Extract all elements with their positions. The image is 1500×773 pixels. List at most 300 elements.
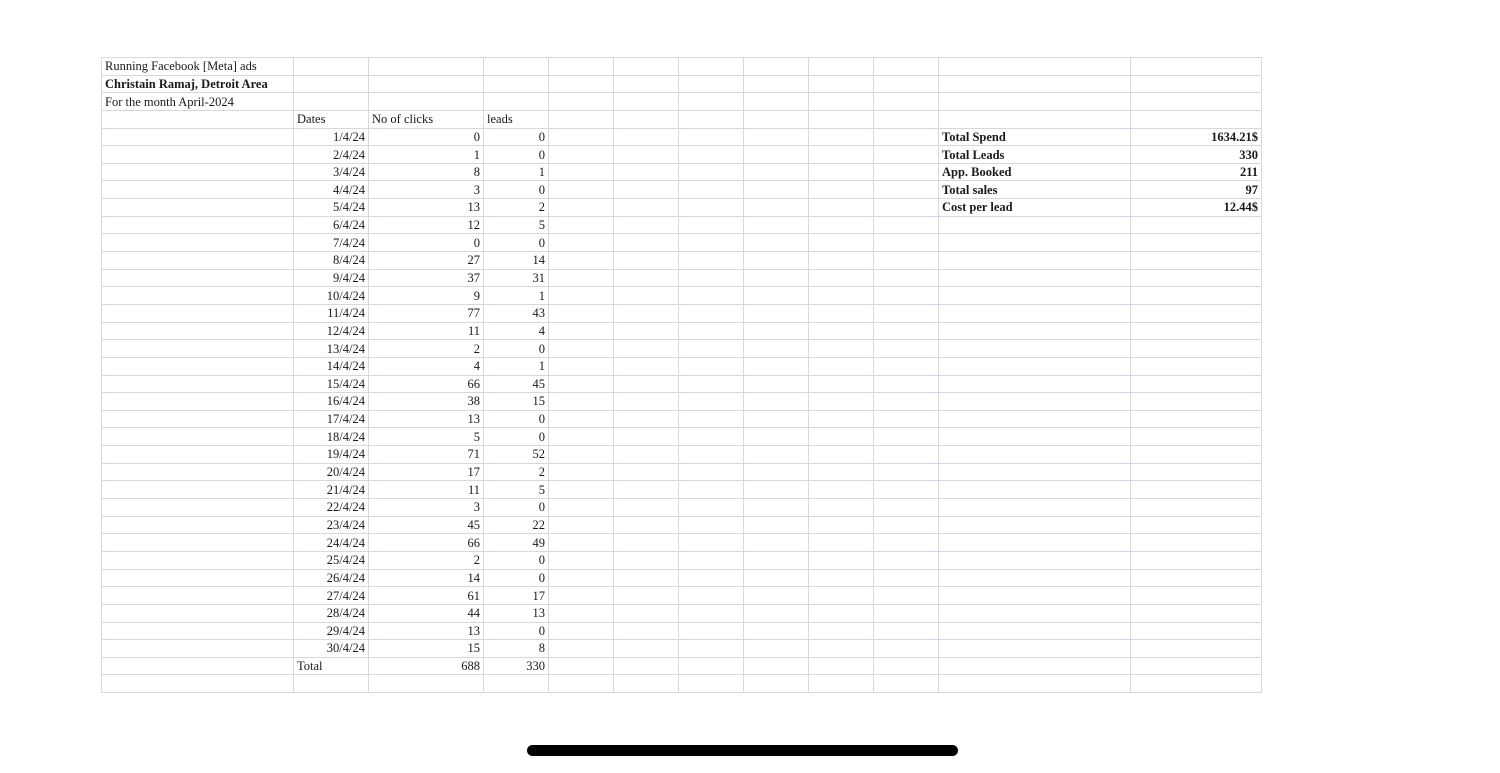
- empty-cell[interactable]: [549, 287, 614, 305]
- empty-cell[interactable]: [614, 216, 679, 234]
- empty-cell[interactable]: [744, 199, 809, 217]
- empty-cell[interactable]: [102, 534, 294, 552]
- summary-label[interactable]: Total Leads: [939, 146, 1131, 164]
- empty-cell[interactable]: [102, 163, 294, 181]
- empty-cell[interactable]: [1131, 393, 1262, 411]
- empty-cell[interactable]: [102, 622, 294, 640]
- empty-cell[interactable]: [614, 287, 679, 305]
- empty-cell[interactable]: [1131, 640, 1262, 658]
- leads-cell[interactable]: 0: [484, 551, 549, 569]
- empty-cell[interactable]: [744, 340, 809, 358]
- clicks-cell[interactable]: 66: [369, 375, 484, 393]
- date-cell[interactable]: 18/4/24: [294, 428, 369, 446]
- empty-cell[interactable]: [614, 604, 679, 622]
- empty-cell[interactable]: [874, 604, 939, 622]
- empty-cell[interactable]: [1131, 375, 1262, 393]
- date-cell[interactable]: 9/4/24: [294, 269, 369, 287]
- empty-cell[interactable]: [874, 622, 939, 640]
- empty-cell[interactable]: [939, 657, 1131, 675]
- empty-cell[interactable]: [939, 410, 1131, 428]
- clicks-cell[interactable]: 77: [369, 304, 484, 322]
- leads-cell[interactable]: 1: [484, 287, 549, 305]
- empty-cell[interactable]: [809, 481, 874, 499]
- empty-cell[interactable]: [744, 463, 809, 481]
- empty-cell[interactable]: [484, 675, 549, 693]
- leads-cell[interactable]: 52: [484, 446, 549, 464]
- empty-cell[interactable]: [369, 58, 484, 76]
- summary-label[interactable]: App. Booked: [939, 163, 1131, 181]
- leads-cell[interactable]: 0: [484, 340, 549, 358]
- empty-cell[interactable]: [549, 128, 614, 146]
- empty-cell[interactable]: [369, 75, 484, 93]
- date-cell[interactable]: 16/4/24: [294, 393, 369, 411]
- empty-cell[interactable]: [939, 393, 1131, 411]
- clicks-cell[interactable]: 14: [369, 569, 484, 587]
- empty-cell[interactable]: [874, 340, 939, 358]
- empty-cell[interactable]: [1131, 216, 1262, 234]
- empty-cell[interactable]: [874, 234, 939, 252]
- date-cell[interactable]: 23/4/24: [294, 516, 369, 534]
- sheet-header-1[interactable]: Running Facebook [Meta] ads: [102, 58, 294, 76]
- empty-cell[interactable]: [1131, 287, 1262, 305]
- empty-cell[interactable]: [809, 269, 874, 287]
- summary-label[interactable]: Total Spend: [939, 128, 1131, 146]
- clicks-cell[interactable]: 3: [369, 499, 484, 517]
- empty-cell[interactable]: [874, 252, 939, 270]
- total-label[interactable]: Total: [294, 657, 369, 675]
- empty-cell[interactable]: [1131, 340, 1262, 358]
- empty-cell[interactable]: [874, 463, 939, 481]
- empty-cell[interactable]: [744, 675, 809, 693]
- empty-cell[interactable]: [549, 463, 614, 481]
- date-cell[interactable]: 29/4/24: [294, 622, 369, 640]
- leads-cell[interactable]: 49: [484, 534, 549, 552]
- empty-cell[interactable]: [744, 446, 809, 464]
- empty-cell[interactable]: [744, 93, 809, 111]
- empty-cell[interactable]: [294, 75, 369, 93]
- leads-cell[interactable]: 8: [484, 640, 549, 658]
- empty-cell[interactable]: [809, 393, 874, 411]
- empty-cell[interactable]: [549, 269, 614, 287]
- empty-cell[interactable]: [679, 146, 744, 164]
- leads-cell[interactable]: 0: [484, 128, 549, 146]
- empty-cell[interactable]: [939, 499, 1131, 517]
- empty-cell[interactable]: [809, 428, 874, 446]
- empty-cell[interactable]: [679, 287, 744, 305]
- empty-cell[interactable]: [614, 675, 679, 693]
- empty-cell[interactable]: [939, 340, 1131, 358]
- empty-cell[interactable]: [614, 128, 679, 146]
- empty-cell[interactable]: [809, 75, 874, 93]
- empty-cell[interactable]: [1131, 75, 1262, 93]
- date-cell[interactable]: 8/4/24: [294, 252, 369, 270]
- empty-cell[interactable]: [679, 410, 744, 428]
- empty-cell[interactable]: [102, 569, 294, 587]
- empty-cell[interactable]: [102, 446, 294, 464]
- empty-cell[interactable]: [679, 93, 744, 111]
- empty-cell[interactable]: [679, 58, 744, 76]
- empty-cell[interactable]: [809, 252, 874, 270]
- date-cell[interactable]: 22/4/24: [294, 499, 369, 517]
- empty-cell[interactable]: [874, 446, 939, 464]
- empty-cell[interactable]: [874, 640, 939, 658]
- clicks-cell[interactable]: 13: [369, 199, 484, 217]
- leads-cell[interactable]: 0: [484, 181, 549, 199]
- leads-cell[interactable]: 43: [484, 304, 549, 322]
- empty-cell[interactable]: [1131, 269, 1262, 287]
- empty-cell[interactable]: [679, 446, 744, 464]
- date-cell[interactable]: 13/4/24: [294, 340, 369, 358]
- empty-cell[interactable]: [874, 587, 939, 605]
- empty-cell[interactable]: [939, 675, 1131, 693]
- empty-cell[interactable]: [102, 322, 294, 340]
- empty-cell[interactable]: [614, 58, 679, 76]
- empty-cell[interactable]: [809, 675, 874, 693]
- empty-cell[interactable]: [744, 604, 809, 622]
- date-cell[interactable]: 27/4/24: [294, 587, 369, 605]
- empty-cell[interactable]: [484, 93, 549, 111]
- empty-cell[interactable]: [1131, 604, 1262, 622]
- empty-cell[interactable]: [679, 640, 744, 658]
- empty-cell[interactable]: [874, 551, 939, 569]
- empty-cell[interactable]: [614, 199, 679, 217]
- empty-cell[interactable]: [679, 499, 744, 517]
- empty-cell[interactable]: [939, 446, 1131, 464]
- empty-cell[interactable]: [614, 269, 679, 287]
- empty-cell[interactable]: [102, 604, 294, 622]
- leads-cell[interactable]: 31: [484, 269, 549, 287]
- empty-cell[interactable]: [744, 622, 809, 640]
- empty-cell[interactable]: [549, 393, 614, 411]
- empty-cell[interactable]: [679, 428, 744, 446]
- empty-cell[interactable]: [809, 446, 874, 464]
- summary-value[interactable]: 1634.21$: [1131, 128, 1262, 146]
- empty-cell[interactable]: [614, 499, 679, 517]
- empty-cell[interactable]: [744, 163, 809, 181]
- empty-cell[interactable]: [549, 58, 614, 76]
- empty-cell[interactable]: [1131, 446, 1262, 464]
- empty-cell[interactable]: [294, 675, 369, 693]
- empty-cell[interactable]: [809, 93, 874, 111]
- empty-cell[interactable]: [679, 110, 744, 128]
- empty-cell[interactable]: [614, 234, 679, 252]
- empty-cell[interactable]: [874, 128, 939, 146]
- empty-cell[interactable]: [549, 446, 614, 464]
- empty-cell[interactable]: [939, 234, 1131, 252]
- clicks-cell[interactable]: 15: [369, 640, 484, 658]
- empty-cell[interactable]: [102, 375, 294, 393]
- empty-cell[interactable]: [102, 428, 294, 446]
- empty-cell[interactable]: [809, 287, 874, 305]
- summary-value[interactable]: 12.44$: [1131, 199, 1262, 217]
- empty-cell[interactable]: [614, 375, 679, 393]
- empty-cell[interactable]: [939, 375, 1131, 393]
- empty-cell[interactable]: [549, 657, 614, 675]
- empty-cell[interactable]: [549, 304, 614, 322]
- empty-cell[interactable]: [102, 657, 294, 675]
- empty-cell[interactable]: [679, 481, 744, 499]
- empty-cell[interactable]: [102, 516, 294, 534]
- empty-cell[interactable]: [102, 234, 294, 252]
- empty-cell[interactable]: [679, 357, 744, 375]
- empty-cell[interactable]: [369, 93, 484, 111]
- empty-cell[interactable]: [614, 340, 679, 358]
- empty-cell[interactable]: [809, 181, 874, 199]
- empty-cell[interactable]: [102, 110, 294, 128]
- empty-cell[interactable]: [874, 481, 939, 499]
- empty-cell[interactable]: [809, 604, 874, 622]
- clicks-cell[interactable]: 5: [369, 428, 484, 446]
- date-cell[interactable]: 21/4/24: [294, 481, 369, 499]
- clicks-cell[interactable]: 38: [369, 393, 484, 411]
- empty-cell[interactable]: [1131, 657, 1262, 675]
- empty-cell[interactable]: [939, 110, 1131, 128]
- empty-cell[interactable]: [809, 304, 874, 322]
- empty-cell[interactable]: [549, 410, 614, 428]
- date-cell[interactable]: 20/4/24: [294, 463, 369, 481]
- clicks-cell[interactable]: 13: [369, 622, 484, 640]
- empty-cell[interactable]: [549, 569, 614, 587]
- empty-cell[interactable]: [874, 322, 939, 340]
- clicks-cell[interactable]: 66: [369, 534, 484, 552]
- empty-cell[interactable]: [874, 146, 939, 164]
- empty-cell[interactable]: [679, 375, 744, 393]
- empty-cell[interactable]: [549, 216, 614, 234]
- date-cell[interactable]: 5/4/24: [294, 199, 369, 217]
- empty-cell[interactable]: [874, 569, 939, 587]
- empty-cell[interactable]: [102, 675, 294, 693]
- empty-cell[interactable]: [102, 587, 294, 605]
- leads-cell[interactable]: 2: [484, 199, 549, 217]
- empty-cell[interactable]: [614, 446, 679, 464]
- empty-cell[interactable]: [809, 516, 874, 534]
- empty-cell[interactable]: [939, 622, 1131, 640]
- empty-cell[interactable]: [614, 640, 679, 658]
- date-cell[interactable]: 30/4/24: [294, 640, 369, 658]
- empty-cell[interactable]: [744, 569, 809, 587]
- empty-cell[interactable]: [549, 622, 614, 640]
- empty-cell[interactable]: [744, 375, 809, 393]
- empty-cell[interactable]: [549, 587, 614, 605]
- empty-cell[interactable]: [874, 75, 939, 93]
- sheet-header-2[interactable]: Christain Ramaj, Detroit Area: [102, 75, 294, 93]
- empty-cell[interactable]: [809, 622, 874, 640]
- empty-cell[interactable]: [549, 499, 614, 517]
- empty-cell[interactable]: [679, 534, 744, 552]
- empty-cell[interactable]: [809, 499, 874, 517]
- date-cell[interactable]: 11/4/24: [294, 304, 369, 322]
- summary-value[interactable]: 97: [1131, 181, 1262, 199]
- empty-cell[interactable]: [102, 252, 294, 270]
- summary-label[interactable]: Cost per lead: [939, 199, 1131, 217]
- empty-cell[interactable]: [744, 287, 809, 305]
- empty-cell[interactable]: [484, 58, 549, 76]
- empty-cell[interactable]: [744, 75, 809, 93]
- clicks-cell[interactable]: 45: [369, 516, 484, 534]
- empty-cell[interactable]: [874, 375, 939, 393]
- empty-cell[interactable]: [1131, 93, 1262, 111]
- empty-cell[interactable]: [679, 128, 744, 146]
- empty-cell[interactable]: [939, 428, 1131, 446]
- leads-cell[interactable]: 45: [484, 375, 549, 393]
- empty-cell[interactable]: [1131, 463, 1262, 481]
- date-cell[interactable]: 26/4/24: [294, 569, 369, 587]
- date-cell[interactable]: 12/4/24: [294, 322, 369, 340]
- empty-cell[interactable]: [614, 393, 679, 411]
- empty-cell[interactable]: [809, 640, 874, 658]
- empty-cell[interactable]: [744, 357, 809, 375]
- clicks-cell[interactable]: 13: [369, 410, 484, 428]
- empty-cell[interactable]: [1131, 569, 1262, 587]
- empty-cell[interactable]: [549, 604, 614, 622]
- empty-cell[interactable]: [939, 58, 1131, 76]
- empty-cell[interactable]: [614, 163, 679, 181]
- empty-cell[interactable]: [1131, 304, 1262, 322]
- home-indicator-bar[interactable]: [527, 745, 958, 756]
- empty-cell[interactable]: [744, 499, 809, 517]
- empty-cell[interactable]: [809, 551, 874, 569]
- empty-cell[interactable]: [102, 146, 294, 164]
- leads-cell[interactable]: 0: [484, 428, 549, 446]
- empty-cell[interactable]: [809, 199, 874, 217]
- empty-cell[interactable]: [744, 428, 809, 446]
- empty-cell[interactable]: [744, 516, 809, 534]
- empty-cell[interactable]: [874, 534, 939, 552]
- empty-cell[interactable]: [369, 675, 484, 693]
- empty-cell[interactable]: [679, 322, 744, 340]
- empty-cell[interactable]: [939, 287, 1131, 305]
- empty-cell[interactable]: [679, 340, 744, 358]
- empty-cell[interactable]: [549, 534, 614, 552]
- clicks-cell[interactable]: 8: [369, 163, 484, 181]
- leads-cell[interactable]: 17: [484, 587, 549, 605]
- empty-cell[interactable]: [549, 75, 614, 93]
- empty-cell[interactable]: [744, 587, 809, 605]
- empty-cell[interactable]: [102, 269, 294, 287]
- empty-cell[interactable]: [939, 569, 1131, 587]
- column-header-clicks[interactable]: No of clicks: [369, 110, 484, 128]
- empty-cell[interactable]: [102, 357, 294, 375]
- empty-cell[interactable]: [874, 675, 939, 693]
- empty-cell[interactable]: [874, 393, 939, 411]
- empty-cell[interactable]: [614, 481, 679, 499]
- leads-cell[interactable]: 0: [484, 569, 549, 587]
- empty-cell[interactable]: [1131, 58, 1262, 76]
- empty-cell[interactable]: [679, 269, 744, 287]
- empty-cell[interactable]: [874, 304, 939, 322]
- empty-cell[interactable]: [939, 463, 1131, 481]
- empty-cell[interactable]: [679, 181, 744, 199]
- empty-cell[interactable]: [614, 146, 679, 164]
- empty-cell[interactable]: [679, 569, 744, 587]
- empty-cell[interactable]: [1131, 322, 1262, 340]
- empty-cell[interactable]: [744, 322, 809, 340]
- leads-cell[interactable]: 22: [484, 516, 549, 534]
- empty-cell[interactable]: [549, 322, 614, 340]
- date-cell[interactable]: 1/4/24: [294, 128, 369, 146]
- empty-cell[interactable]: [679, 199, 744, 217]
- empty-cell[interactable]: [102, 499, 294, 517]
- empty-cell[interactable]: [809, 163, 874, 181]
- column-header-leads[interactable]: leads: [484, 110, 549, 128]
- empty-cell[interactable]: [614, 587, 679, 605]
- empty-cell[interactable]: [679, 304, 744, 322]
- empty-cell[interactable]: [102, 304, 294, 322]
- empty-cell[interactable]: [549, 234, 614, 252]
- empty-cell[interactable]: [1131, 516, 1262, 534]
- empty-cell[interactable]: [549, 93, 614, 111]
- empty-cell[interactable]: [549, 551, 614, 569]
- empty-cell[interactable]: [809, 128, 874, 146]
- clicks-cell[interactable]: 61: [369, 587, 484, 605]
- clicks-cell[interactable]: 9: [369, 287, 484, 305]
- empty-cell[interactable]: [939, 269, 1131, 287]
- empty-cell[interactable]: [809, 234, 874, 252]
- empty-cell[interactable]: [809, 357, 874, 375]
- leads-cell[interactable]: 0: [484, 622, 549, 640]
- empty-cell[interactable]: [809, 110, 874, 128]
- clicks-cell[interactable]: 27: [369, 252, 484, 270]
- empty-cell[interactable]: [939, 516, 1131, 534]
- empty-cell[interactable]: [549, 340, 614, 358]
- empty-cell[interactable]: [549, 481, 614, 499]
- date-cell[interactable]: 17/4/24: [294, 410, 369, 428]
- empty-cell[interactable]: [614, 93, 679, 111]
- empty-cell[interactable]: [874, 657, 939, 675]
- empty-cell[interactable]: [679, 675, 744, 693]
- empty-cell[interactable]: [679, 252, 744, 270]
- empty-cell[interactable]: [679, 587, 744, 605]
- empty-cell[interactable]: [939, 640, 1131, 658]
- clicks-cell[interactable]: 3: [369, 181, 484, 199]
- empty-cell[interactable]: [1131, 534, 1262, 552]
- empty-cell[interactable]: [614, 551, 679, 569]
- empty-cell[interactable]: [939, 357, 1131, 375]
- empty-cell[interactable]: [874, 93, 939, 111]
- clicks-cell[interactable]: 0: [369, 128, 484, 146]
- empty-cell[interactable]: [614, 357, 679, 375]
- empty-cell[interactable]: [549, 516, 614, 534]
- clicks-cell[interactable]: 17: [369, 463, 484, 481]
- empty-cell[interactable]: [744, 304, 809, 322]
- empty-cell[interactable]: [1131, 428, 1262, 446]
- empty-cell[interactable]: [614, 622, 679, 640]
- empty-cell[interactable]: [744, 393, 809, 411]
- empty-cell[interactable]: [1131, 234, 1262, 252]
- date-cell[interactable]: 2/4/24: [294, 146, 369, 164]
- date-cell[interactable]: 4/4/24: [294, 181, 369, 199]
- leads-cell[interactable]: 2: [484, 463, 549, 481]
- empty-cell[interactable]: [614, 410, 679, 428]
- total-leads-cell[interactable]: 330: [484, 657, 549, 675]
- empty-cell[interactable]: [1131, 499, 1262, 517]
- empty-cell[interactable]: [744, 146, 809, 164]
- clicks-cell[interactable]: 11: [369, 481, 484, 499]
- clicks-cell[interactable]: 2: [369, 551, 484, 569]
- empty-cell[interactable]: [1131, 481, 1262, 499]
- empty-cell[interactable]: [1131, 587, 1262, 605]
- clicks-cell[interactable]: 12: [369, 216, 484, 234]
- empty-cell[interactable]: [1131, 675, 1262, 693]
- empty-cell[interactable]: [744, 128, 809, 146]
- date-cell[interactable]: 7/4/24: [294, 234, 369, 252]
- empty-cell[interactable]: [102, 393, 294, 411]
- date-cell[interactable]: 19/4/24: [294, 446, 369, 464]
- leads-cell[interactable]: 1: [484, 357, 549, 375]
- clicks-cell[interactable]: 4: [369, 357, 484, 375]
- empty-cell[interactable]: [1131, 110, 1262, 128]
- leads-cell[interactable]: 15: [484, 393, 549, 411]
